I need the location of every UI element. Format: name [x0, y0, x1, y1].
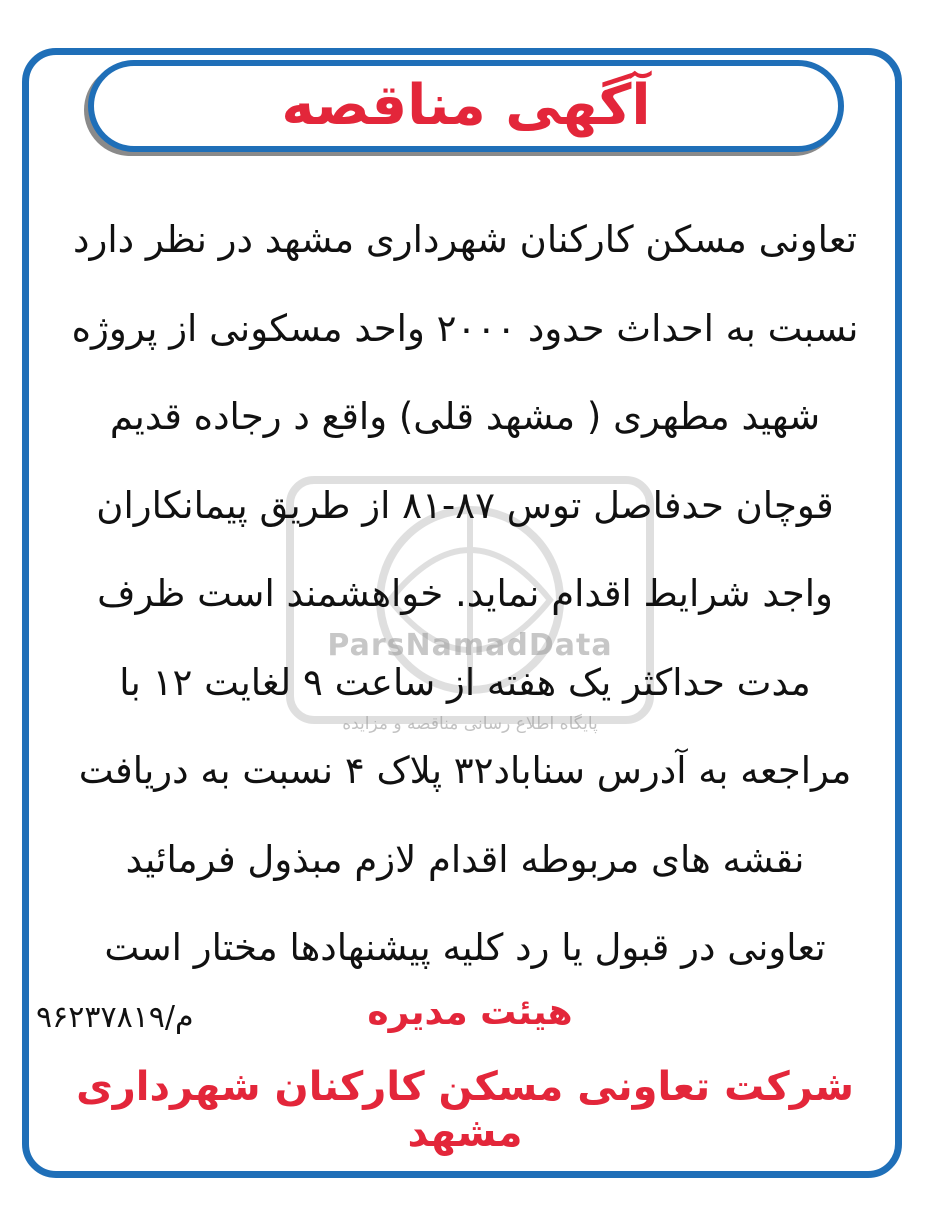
- notice-title: آگهی مناقصه: [281, 73, 651, 138]
- body-line: تعاونی مسکن کارکنان شهرداری مشهد در نظر دارد: [72, 218, 858, 261]
- body-line: نسبت به احداث حدود ۲۰۰۰ واحد مسکونی از پروژه: [71, 306, 859, 350]
- body-line: تعاونی در قبول یا رد کلیه پیشنهادها مختار است: [104, 926, 826, 969]
- signer-board-of-directors: هیئت مدیره: [367, 992, 573, 1033]
- watermark-brand: ParsNamadData: [327, 628, 613, 663]
- body-line: واجد شرایط اقدام نماید. خواهشمند است ظرف: [97, 572, 833, 615]
- body-line: شهید مطهری ( مشهد قلی) واقع د رجاده قدیم: [109, 395, 821, 438]
- body-line: نقشه های مربوطه اقدام لازم مبذول فرمائید: [125, 837, 805, 881]
- title-banner: [88, 60, 844, 152]
- watermark-subtitle: پایگاه اطلاع رسانی مناقصه و مزایده: [342, 714, 598, 734]
- notice-body: [50, 196, 880, 993]
- body-line: قوچان حدفاصل توس ۸۷-۸۱ از طریق پیمانکاران: [96, 483, 834, 527]
- body-line: مراجعه به آدرس سناباد۳۲ پلاک ۴ نسبت به دریافت: [78, 749, 852, 792]
- company-name: شرکت تعاونی مسکن کارکنان شهرداری مشهد: [76, 1064, 854, 1156]
- reference-number: م/۹۶۲۳۷۸۱۹: [36, 1000, 194, 1035]
- body-line: مدت حداکثر یک هفته از ساعت ۹ لغایت ۱۲ با: [119, 660, 811, 704]
